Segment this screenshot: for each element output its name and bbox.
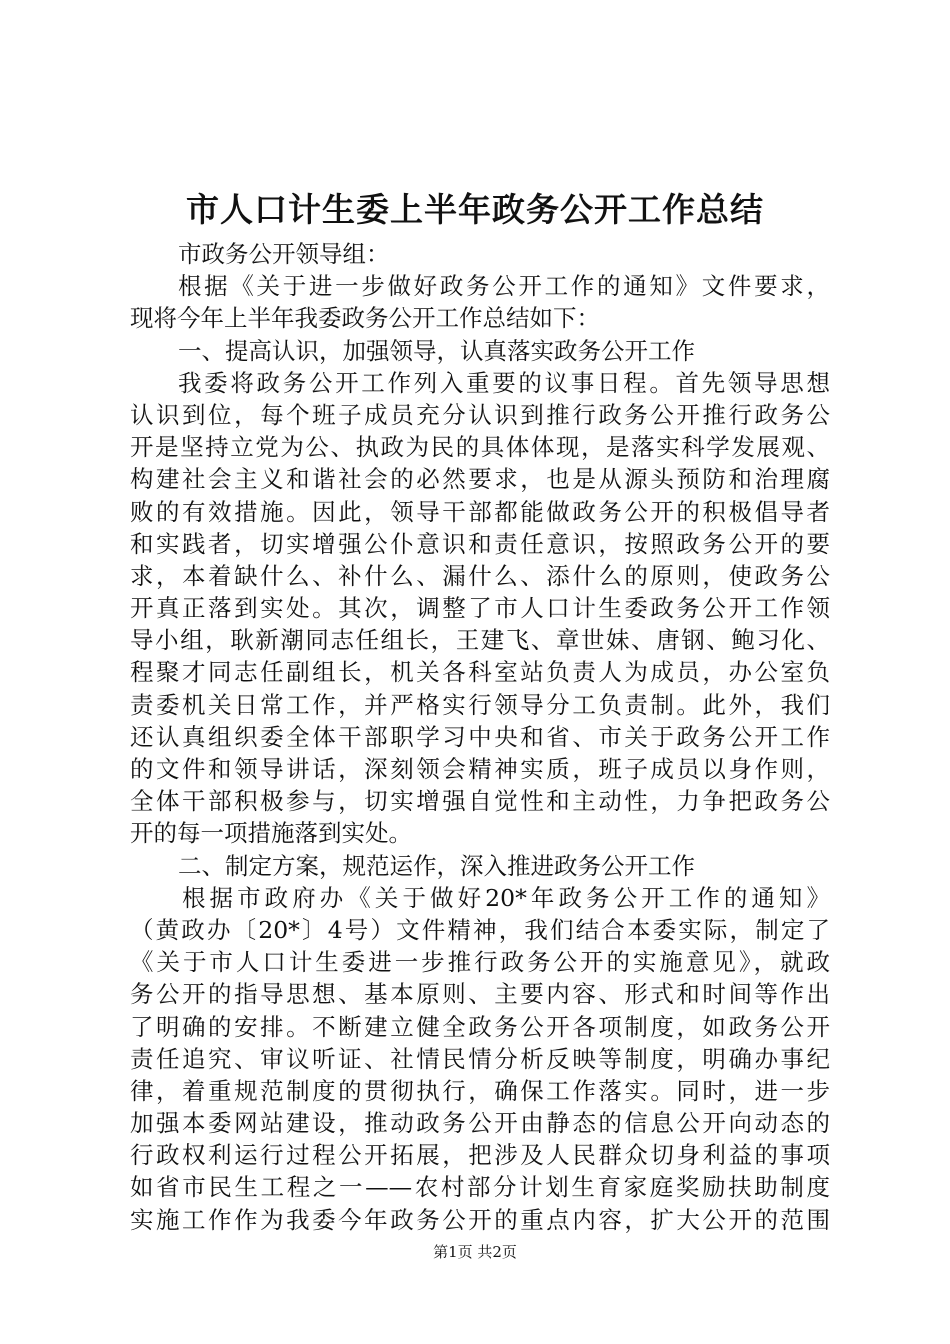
text-line: 如省市民生工程之一——农村部分计划生育家庭奖励扶助制度	[130, 1173, 830, 1202]
text-line: 求，本着缺什么、补什么、漏什么、添什么的原则，使政务公	[130, 561, 830, 590]
text-line: 律，着重规范制度的贯彻执行，确保工作落实。同时，进一步	[130, 1076, 830, 1105]
text-line: 市政务公开领导组：	[178, 240, 390, 268]
page-footer: 第1页 共2页	[433, 1243, 517, 1261]
text-line: 开真正落到实处。其次，调整了市人口计生委政务公开工作领	[130, 594, 830, 623]
text-line: 一、提高认识，加强领导，认真落实政务公开工作	[178, 336, 695, 365]
text-line: 现将今年上半年我委政务公开工作总结如下：	[130, 304, 600, 333]
text-line: 认识到位，每个班子成员充分认识到推行政务公开推行政务公	[130, 400, 830, 429]
text-line: 实施工作作为我委今年政务公开的重点内容，扩大公开的范围	[130, 1205, 830, 1234]
text-line: 我委将政务公开工作列入重要的议事日程。首先领导思想	[178, 368, 830, 397]
text-line: 开的每一项措施落到实处。	[130, 819, 412, 848]
text-line: 责任追究、审议听证、社情民情分析反映等制度，明确办事纪	[130, 1044, 830, 1073]
text-line: 全体干部积极参与，切实增强自觉性和主动性，力争把政务公	[130, 787, 830, 816]
text-line: 根据市政府办《关于做好20*年政务公开工作的通知》	[182, 883, 830, 912]
text-line: 根据《关于进一步做好政务公开工作的通知》文件要求，	[178, 272, 830, 301]
text-line: 还认真组织委全体干部职学习中央和省、市关于政务公开工作	[130, 722, 830, 751]
text-line: 加强本委网站建设，推动政务公开由静态的信息公开向动态的	[130, 1109, 830, 1138]
text-line: 务公开的指导思想、基本原则、主要内容、形式和时间等作出	[130, 980, 830, 1009]
text-line: 导小组，耿新潮同志任组长，王建飞、章世妹、唐钢、鲍习化、	[130, 626, 830, 655]
text-line: 程聚才同志任副组长，机关各科室站负责人为成员，办公室负	[130, 658, 830, 687]
text-line: 了明确的安排。不断建立健全政务公开各项制度，如政务公开	[130, 1012, 830, 1041]
text-line: 责委机关日常工作，并严格实行领导分工负责制。此外，我们	[130, 690, 830, 719]
document-body	[130, 238, 830, 1236]
text-line: 的文件和领导讲话，深刻领会精神实质，班子成员以身作则，	[130, 755, 830, 783]
document-title: 市人口计生委上半年政务公开工作总结	[186, 190, 764, 229]
text-line: 《关于市人口计生委进一步推行政务公开的实施意见》，就政	[130, 948, 830, 977]
text-line: 行政权利运行过程公开拓展，把涉及人民群众切身利益的事项	[130, 1141, 830, 1170]
text-line: 败的有效措施。因此，领导干部都能做政务公开的积极倡导者	[130, 497, 830, 526]
text-line: 构建社会主义和谐社会的必然要求，也是从源头预防和治理腐	[130, 465, 830, 494]
text-line: 二、制定方案，规范运作，深入推进政务公开工作	[178, 851, 695, 880]
text-line: 开是坚持立党为公、执政为民的具体体现，是落实科学发展观、	[130, 433, 830, 462]
text-line: （黄政办〔20*〕4号）文件精神，我们结合本委实际，制定了	[130, 915, 830, 944]
text-line: 和实践者，切实增强公仆意识和责任意识，按照政务公开的要	[130, 529, 830, 558]
